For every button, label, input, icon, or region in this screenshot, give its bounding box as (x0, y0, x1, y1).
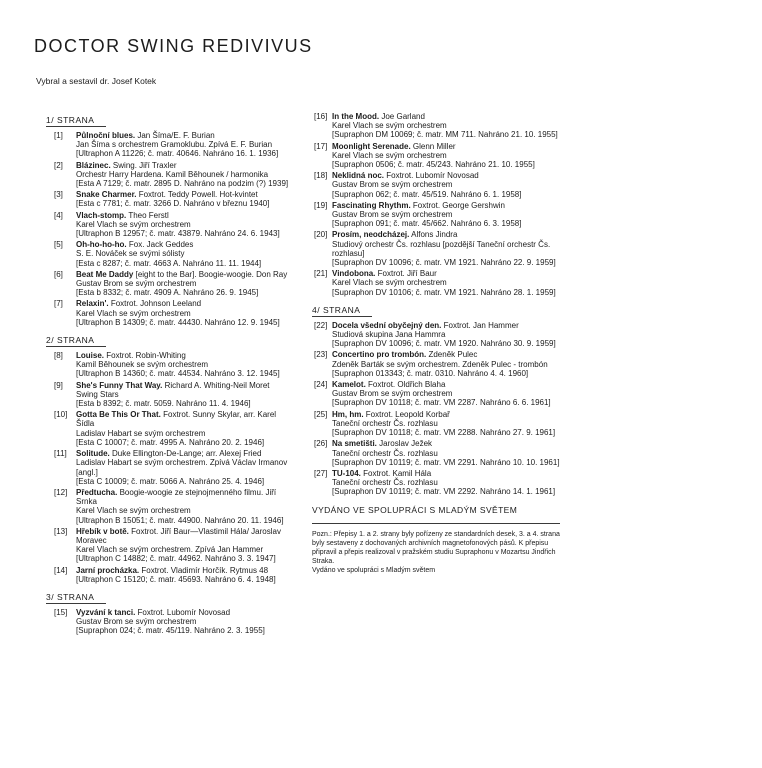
track-detail: [Supraphon 024; č. matr. 45/119. Nahráno 2. 3. 1955] (76, 626, 265, 636)
track-info: Foxtrot. Lubomír Novosad (137, 607, 231, 617)
track-info: Foxtrot. Jiří Baur—Vlastimil Hála/ Jaroslav Moravec (76, 526, 281, 545)
track-detail: Ladislav Habart se svým orchestrem (76, 428, 206, 438)
track-title: Fascinating Rhythm. (332, 200, 411, 210)
track-entry (312, 380, 584, 408)
track-info: [eight to the Bar]. Boogie-woogie. Don Ray (135, 269, 288, 279)
track-entry (46, 270, 294, 298)
track-info: Foxtrot. Kamil Hála (363, 468, 432, 478)
track-info: Foxtrot. Robin-Whiting (106, 351, 186, 361)
track-entry (46, 211, 294, 239)
track-title: She's Funny That Way. (76, 380, 163, 390)
track-entry (46, 190, 294, 208)
track-number: [15] (54, 607, 68, 617)
track-entry (312, 321, 584, 349)
track-info: Foxtrot. Oldřich Blaha (368, 380, 446, 390)
track-number: [26] (314, 439, 328, 449)
track-detail: [Ultraphon B 15051; č. matr. 44900. Nahráno 20. 11. 1946] (76, 515, 284, 525)
track-number: [9] (54, 380, 63, 390)
track-title: Půlnoční blues. (76, 131, 136, 140)
track-info: Glenn Miller (412, 141, 456, 151)
track-number: [17] (314, 141, 328, 151)
track-number: [18] (314, 171, 328, 181)
track-detail: Zdeněk Barták se svým orchestrem. Zdeněk Pulec - trombón (332, 359, 548, 369)
track-title: Beat Me Daddy (76, 269, 134, 279)
track-info: Boogie-woogie ze stejnojmenného filmu. Jiří Srnka (76, 487, 277, 507)
track-title: Vindobona. (332, 269, 376, 279)
track-number: [12] (54, 487, 68, 497)
track-title: Předtucha. (76, 487, 118, 497)
track-info: Foxtrot. Jiří Baur (377, 269, 437, 279)
side-1-heading: 1/ STRANA (46, 115, 106, 127)
track-number: [21] (314, 269, 328, 279)
track-detail: [Ultraphon A 11226; č. matr. 40646. Nahráno 16. 1. 1936] (76, 149, 279, 159)
track-title: Vlach-stomp. (76, 210, 127, 220)
track-number: [10] (54, 410, 68, 420)
track-detail: [Supraphon DV 10106; č. matr. VM 1921. Nahráno 28. 1. 1959] (332, 287, 556, 297)
track-number: [14] (54, 565, 68, 575)
track-entry (312, 469, 584, 497)
track-title: Blázinec. (76, 160, 111, 170)
side-2-heading: 2/ STRANA (46, 335, 106, 347)
track-detail: [Ultraphon B 14360; č. matr. 44534. Nahráno 3. 12. 1945] (76, 369, 280, 379)
album-title: DOCTOR SWING REDIVIVUS (34, 36, 313, 56)
track-detail: Karel Vlach se svým orchestrem. Zpívá Jan Hammer (76, 545, 264, 555)
track-detail: Studiová skupina Jana Hammra (332, 330, 446, 340)
track-number: [11] (54, 449, 67, 459)
track-title: Neklidná noc. (332, 171, 385, 181)
track-number: [13] (54, 526, 68, 536)
side-4-heading: 4/ STRANA (312, 305, 372, 317)
track-detail: [Supraphon DV 10119; č. matr. VM 2291. Nahráno 10. 10. 1961] (332, 457, 560, 467)
track-info: Foxtrot. Lubomír Novosad (386, 171, 479, 181)
track-detail: [Esta C 10009; č. matr. 5066 A. Nahráno 25. 4. 1946] (76, 476, 265, 486)
track-detail: Ladislav Habart se svým orchestrem. Zpívá Václav Irmanov [angl.] (76, 458, 288, 477)
track-entry (46, 449, 294, 486)
track-title: Gotta Be This Or That. (76, 410, 161, 420)
track-entry (46, 240, 294, 268)
track-entry (312, 112, 584, 140)
track-info: Jaroslav Ježek (379, 439, 433, 449)
right-column (312, 112, 584, 575)
track-title: Relaxin'. (76, 299, 109, 309)
track-detail: [Ultraphon C 14882; č. matr. 44962. Nahráno 3. 3. 1947] (76, 554, 276, 564)
footnote: Pozn.: Přepisy 1. a 2. strany byly pořízeny ze standardních desek, 3. a 4. strana byly sestaveny z dochovaných archivních magnetofonových pásů. K přepisu připravil a přepis realizoval v pražském studiu Supraphonu v Mozartsu Jindřich Straka. (312, 530, 560, 565)
track-entry (312, 350, 584, 378)
track-info: Foxtrot. Leopold Korbař (365, 409, 450, 419)
track-title: Vyzvání k tanci. (76, 607, 136, 617)
track-detail: Gustav Brom se svým orchestrem (332, 180, 453, 190)
track-detail: Gustav Brom se svým orchestrem (76, 279, 197, 289)
track-entry (312, 171, 584, 199)
track-entry (312, 201, 584, 229)
track-detail: Karel Vlach se svým orchestrem (76, 219, 191, 229)
track-info: Foxtrot. George Gershwin (412, 200, 505, 210)
track-detail: [Supraphon 062; č. matr. 45/519. Nahráno 6. 1. 1958] (332, 189, 522, 199)
track-entry (46, 131, 294, 159)
track-title: Na smetišti. (332, 439, 377, 449)
track-title: Concertino pro trombón. (332, 350, 427, 360)
track-detail: [Supraphon DM 10069; č. matr. MM 711. Nahráno 21. 10. 1955] (332, 130, 558, 140)
track-number: [5] (54, 240, 63, 250)
track-detail: Jan Šíma s orchestrem Gramoklubu. Zpívá E. F. Burian (76, 140, 273, 150)
track-detail: Studiový orchestr Čs. rozhlasu [pozdější Taneční orchestr Čs. rozhlasu] (332, 239, 551, 258)
track-info: Duke Ellington-De-Lange; arr. Alexej Fried (112, 449, 262, 459)
track-detail: [Supraphon DV 10118; č. matr. VM 2288. Nahráno 27. 9. 1961] (332, 428, 556, 438)
track-detail: [Supraphon DV 10096; č. matr. VM 1921. Nahráno 22. 9. 1959] (332, 258, 556, 268)
track-info: Theo Ferstl (128, 210, 169, 220)
track-entry (46, 381, 294, 409)
track-entry (312, 439, 584, 467)
track-info: Joe Garland (381, 112, 425, 121)
track-detail: Orchestr Harry Hardena. Kamil Běhounek / harmonika (76, 169, 269, 179)
track-detail: [Supraphon DV 10096; č. matr. VM 1920. Nahráno 30. 9. 1959] (332, 339, 556, 349)
track-detail: Karel Vlach se svým orchestrem (332, 121, 447, 131)
track-number: [23] (314, 350, 328, 360)
track-title: Jarní procházka. (76, 565, 140, 575)
track-info: Alfons Jindra (411, 230, 458, 240)
track-entry (46, 488, 294, 525)
track-title: Kamelot. (332, 380, 366, 390)
track-entry (46, 299, 294, 327)
compiler-credit: Vybral a sestavil dr. Josef Kotek (36, 76, 157, 86)
track-entry (46, 351, 294, 379)
track-detail: [Supraphon 0506; č. matr. 45/243. Nahráno 21. 10. 1955] (332, 160, 535, 170)
track-number: [4] (54, 210, 63, 220)
track-info: Foxtrot. Vladimír Horčík. Rytmus 48 (141, 565, 269, 575)
track-info: Foxtrot. Johnson Leeland (110, 299, 202, 309)
track-info: Zdeněk Pulec (428, 350, 478, 360)
track-detail: [Esta A 7129; č. matr. 2895 D. Nahráno na podzim (?) 1939] (76, 179, 289, 189)
track-entry (312, 410, 584, 438)
track-entry (312, 230, 584, 267)
track-detail: [Esta c 7781; č. matr. 3266 D. Nahráno v březnu 1940] (76, 199, 270, 209)
left-column (46, 110, 294, 638)
track-entry (46, 527, 294, 564)
track-detail: Taneční orchestr Čs. rozhlasu (332, 448, 438, 458)
track-info: Jan Šíma/E. F. Burian (137, 131, 215, 140)
side-3-heading: 3/ STRANA (46, 592, 106, 604)
side-3-tracks-continued (312, 112, 584, 297)
track-number: [19] (314, 200, 328, 210)
track-entry (46, 566, 294, 584)
track-detail: [Ultraphon C 15120; č. matr. 45693. Nahráno 6. 4. 1948] (76, 574, 276, 584)
track-info: Foxtrot. Sunny Skylar, arr. Karel Šídla (76, 410, 277, 429)
track-detail: Gustav Brom se svým orchestrem (332, 389, 453, 399)
track-info: Swing. Jiří Traxler (112, 160, 177, 170)
track-info: Richard A. Whiting-Neil Moret (164, 380, 270, 390)
track-number: [24] (314, 380, 328, 390)
track-title: In the Mood. (332, 112, 380, 121)
side-3-tracks (46, 608, 294, 636)
track-title: Docela všední obyčejný den. (332, 320, 442, 330)
track-title: Prosím, neodcházej. (332, 230, 410, 240)
track-number: [3] (54, 190, 63, 200)
track-detail: Karel Vlach se svým orchestrem (76, 506, 191, 516)
track-number: [20] (314, 230, 328, 240)
track-detail: [Esta C 10007; č. matr. 4995 A. Nahráno 20. 2. 1946] (76, 437, 265, 447)
footnote-coop: Vydáno ve spolupráci s Mladým světem (312, 566, 436, 574)
track-entry (46, 608, 294, 636)
track-detail: Gustav Brom se svým orchestrem (76, 617, 197, 627)
divider (312, 523, 560, 524)
track-detail: [Esta b 8392; č. matr. 5059. Nahráno 11. 4. 1946] (76, 399, 251, 409)
track-detail: Karel Vlach se svým orchestrem (332, 150, 447, 160)
side-4-tracks (312, 321, 584, 497)
track-number: [1] (54, 131, 63, 140)
side-2-tracks (46, 351, 294, 584)
track-title: Louise. (76, 351, 105, 361)
track-number: [27] (314, 468, 328, 478)
track-detail: Karel Vlach se svým orchestrem (332, 278, 447, 288)
track-number: [2] (54, 160, 63, 170)
track-number: [7] (54, 299, 63, 309)
track-title: TU-104. (332, 468, 361, 478)
track-detail: [Supraphon 091; č. matr. 45/662. Nahráno 6. 3. 1958] (332, 219, 522, 229)
track-detail: [Esta c 8287; č. matr. 4663 A. Nahráno 11. 11. 1944] (76, 258, 262, 268)
side-1-tracks (46, 131, 294, 327)
track-detail: [Ultraphon B 12957; č. matr. 43879. Nahráno 24. 6. 1943] (76, 229, 280, 239)
track-detail: Taneční orchestr Čs. rozhlasu (332, 478, 438, 488)
track-title: Snake Charmer. (76, 190, 137, 200)
track-detail: [Ultraphon B 14309; č. matr. 44430. Nahráno 12. 9. 1945] (76, 317, 280, 327)
track-detail: [Supraphon DV 10118; č. matr. VM 2287. Nahráno 6. 6. 1961] (332, 398, 551, 408)
publisher-note: VYDÁNO VE SPOLUPRÁCI S MLADÝM SVĚTEM (312, 504, 518, 515)
track-entry (46, 410, 294, 447)
track-entry (312, 269, 584, 297)
track-number: [16] (314, 112, 328, 121)
track-detail: [Esta b 8332; č. matr. 4909 A. Nahráno 26. 9. 1945] (76, 288, 259, 298)
track-detail: [Supraphon 013343; č. matr. 0310. Nahráno 4. 4. 1960] (332, 368, 529, 378)
track-detail: S. E. Nováček se svými sólisty (76, 249, 185, 259)
track-title: Hm, hm. (332, 409, 364, 419)
track-entry (312, 142, 584, 170)
track-detail: Taneční orchestr Čs. rozhlasu (332, 418, 438, 428)
track-number: [22] (314, 320, 328, 330)
track-title: Solitude. (76, 449, 110, 459)
track-info: Foxtrot. Teddy Powell. Hot-kvintet (138, 190, 258, 200)
track-detail: Kamil Běhounek se svým orchestrem (76, 360, 209, 370)
track-detail: Swing Stars (76, 389, 119, 399)
track-number: [6] (54, 269, 63, 279)
track-title: Hřebík v botě. (76, 526, 129, 536)
track-detail: Gustav Brom se svým orchestrem (332, 210, 453, 220)
track-detail: Karel Vlach se svým orchestrem (76, 308, 191, 318)
track-title: Oh-ho-ho-ho. (76, 240, 127, 250)
track-info: Fox. Jack Geddes (128, 240, 194, 250)
track-info: Foxtrot. Jan Hammer (443, 320, 519, 330)
track-title: Moonlight Serenade. (332, 141, 411, 151)
track-detail: [Supraphon DV 10119; č. matr. VM 2292. Nahráno 14. 1. 1961] (332, 487, 556, 497)
track-number: [25] (314, 409, 328, 419)
track-entry (46, 161, 294, 189)
track-number: [8] (54, 351, 63, 361)
